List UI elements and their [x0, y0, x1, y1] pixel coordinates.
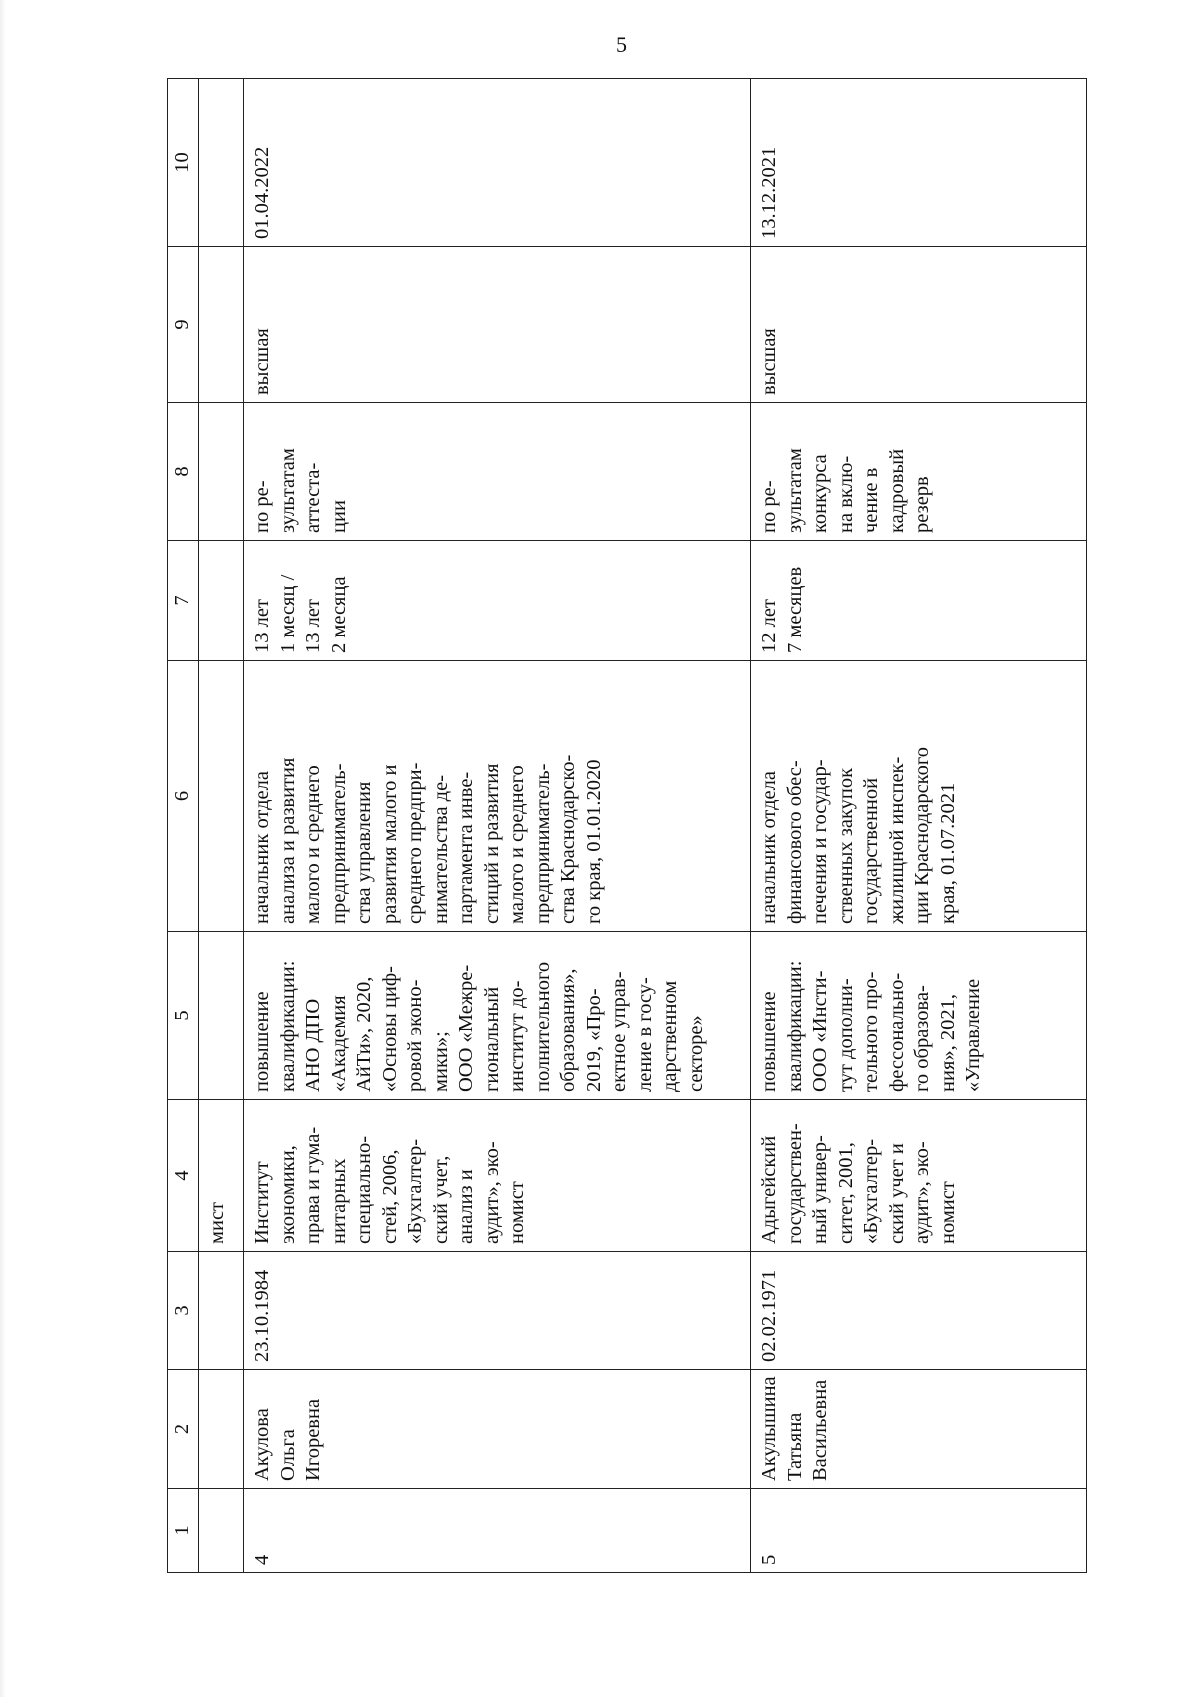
inclusion-date: 01.04.2022: [244, 79, 751, 247]
current-position: начальник отдела анализа и развития малого и среднего предприниматель- ства управления развития малого и среднего предпри- нимательства де- партамента инве- стиций и развития малого и среднего предприниматель- ства Краснодарско- го края, 01.01.2020: [244, 661, 751, 932]
qualification-training: повышение квалификации: АНО ДПО «Академия АйТи», 2020, «Основы циф- ровой эконо- мики»; ООО «Межре- гиональный институт до- полнительного образования», 2019, «Про- ектное управ- ление в госу- дарственном секторе»: [244, 932, 751, 1100]
work-experience: 13 лет 1 месяц / 13 лет 2 месяца: [244, 541, 751, 661]
row-number: 5: [751, 1489, 1087, 1573]
col-header-3: 3: [168, 1252, 199, 1370]
col-header-9: 9: [168, 247, 199, 403]
column-number-row: [168, 79, 199, 1573]
birth-date: 23.10.1984: [244, 1252, 751, 1370]
table-row: [244, 79, 751, 1573]
col-header-7: 7: [168, 541, 199, 661]
reserve-level: высшая: [244, 247, 751, 403]
work-experience: 12 лет 7 месяцев: [751, 541, 1087, 661]
col-header-8: 8: [168, 403, 199, 541]
qualification-training: повышение квалификации: ООО «Инсти- тут дополни- тельного про- фессонально- го образова- ния», 2021, «Управление: [751, 932, 1087, 1100]
col-header-4: 4: [168, 1100, 199, 1252]
scan-margin: [0, 0, 6, 1697]
row-number: 4: [244, 1489, 751, 1573]
birth-date: 02.02.1971: [751, 1252, 1087, 1370]
education: Адыгейский государствен- ный универ- ситет, 2001, «Бухгалтер- ский учет и аудит», эко- номист: [751, 1100, 1087, 1252]
rotated-table-container: [167, 79, 1082, 1573]
continuation-row: [199, 79, 244, 1573]
reserve-level: высшая: [751, 247, 1087, 403]
full-name: Акулышина Татьяна Васильевна: [751, 1370, 1087, 1489]
current-position: начальник отдела финансового обес- печения и государ- ственных закупок государственной жилищной инспек- ции Краснодарского края, 01.07.2021: [751, 661, 1087, 932]
col-header-6: 6: [168, 661, 199, 932]
page-number: 5: [616, 32, 627, 57]
inclusion-basis: по ре- зультатам конкурса на вклю- чение в кадровый резерв: [751, 403, 1087, 541]
col-header-10: 10: [168, 79, 199, 247]
col-header-1: 1: [168, 1489, 199, 1573]
full-name: Акулова Ольга Игоревна: [244, 1370, 751, 1489]
rotated-table: [167, 79, 1082, 1573]
table-row: [751, 79, 1087, 1573]
continuation-education-text: мист: [199, 1100, 244, 1252]
col-header-5: 5: [168, 932, 199, 1100]
personnel-table: [167, 78, 1087, 1573]
inclusion-basis: по ре- зультатам аттеста- ции: [244, 403, 751, 541]
col-header-2: 2: [168, 1370, 199, 1489]
inclusion-date: 13.12.2021: [751, 79, 1087, 247]
education: Институт экономики, права и гума- нитарных специально- стей, 2006, «Бухгалтер- ский учет, анализ и аудит», эко- номист: [244, 1100, 751, 1252]
